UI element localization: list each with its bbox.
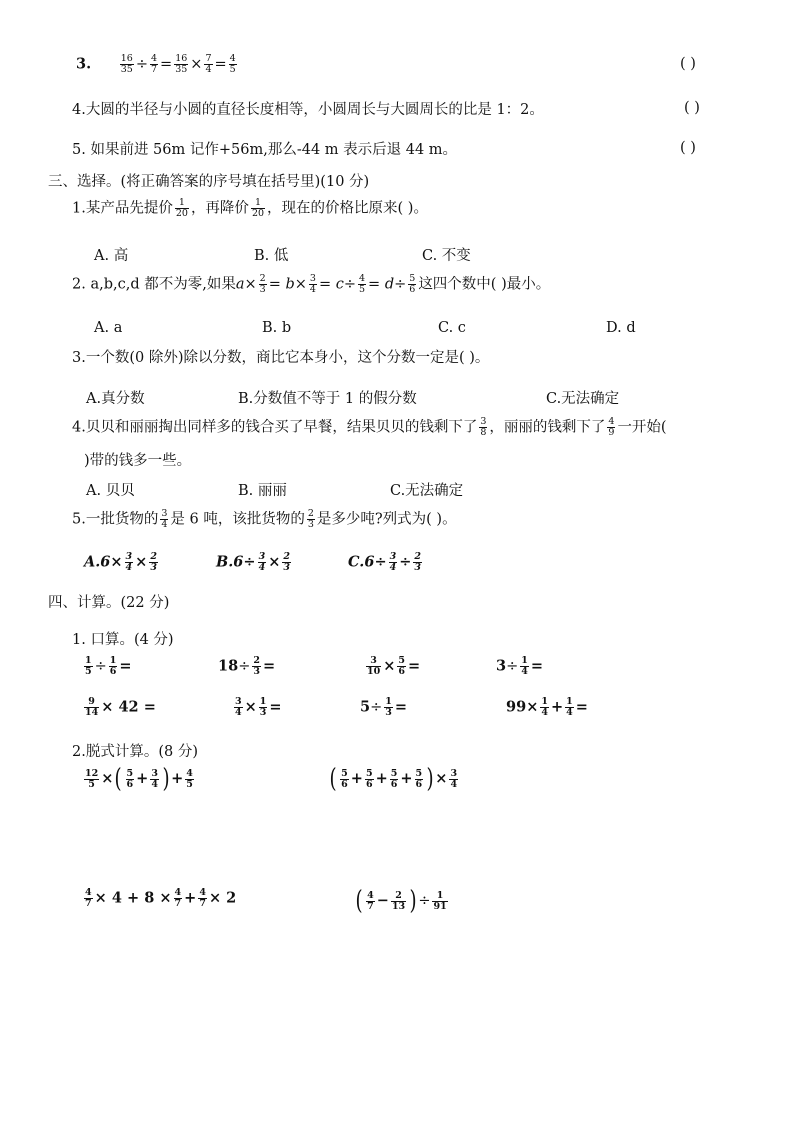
fraction: $\frac{4}{7}$ bbox=[151, 53, 158, 75]
fraction: $\frac{1}{4}$ bbox=[521, 655, 528, 677]
fraction: $\frac{4}{7}$ bbox=[85, 887, 92, 909]
tf-q5-answer-paren[interactable]: ( ) bbox=[680, 140, 696, 156]
fraction: $\frac{2}{3}$ bbox=[150, 551, 157, 573]
s3-q2: 2. a,b,c,d 都不为零,如果a× $\frac{2}{3}$ = b× $\frac{3}{4}$ = c÷ $\frac{4}{5}$ = d÷ $\frac{5}{6}$ 这四个数中( )最小。 bbox=[72, 273, 551, 295]
oral-item-1: $\frac{1}{5}$ ÷ $\frac{1}{6}$ = bbox=[85, 655, 132, 677]
fraction: $\frac{1}{3}$ bbox=[259, 696, 267, 718]
fraction: $\frac{1}{20}$ bbox=[175, 197, 188, 219]
fraction: $\frac{4}{5}$ bbox=[359, 273, 366, 295]
fraction: $\frac{4}{7}$ bbox=[199, 887, 206, 909]
s3-q3-option-c[interactable]: C.无法确定 bbox=[546, 391, 620, 407]
fraction: $\frac{1}{5}$ bbox=[85, 655, 92, 677]
fraction: $\frac{3}{4}$ bbox=[161, 508, 168, 530]
oral-item-4: 3÷ $\frac{1}{4}$ = bbox=[496, 655, 544, 677]
s3-q3: 3.一个数(0 除外)除以分数，商比它本身小，这个分数一定是( )。 bbox=[72, 350, 490, 366]
s3-q1: 1.某产品先提价 $\frac{1}{20}$ ，再降价 $\frac{1}{20}$ ，现在的价格比原来( )。 bbox=[72, 197, 428, 219]
s3-q4-option-c[interactable]: C.无法确定 bbox=[390, 483, 464, 499]
fraction: $\frac{3}{4}$ bbox=[450, 767, 458, 790]
s3-q4-option-a[interactable]: A. 贝贝 bbox=[86, 483, 135, 499]
fraction: $\frac{5}{6}$ bbox=[341, 767, 348, 790]
oral-item-8: 99× $\frac{1}{4}$ + $\frac{1}{4}$ = bbox=[506, 696, 588, 718]
detached-calc-title: 2.脱式计算。(8 分) bbox=[72, 744, 198, 760]
detached-expr-2: ( $\frac{5}{6}$ + $\frac{5}{6}$ + $\frac{5}{6}$ + $\frac{5}{6}$ ) × $\frac{3}{4}$ bbox=[329, 764, 458, 794]
tf-q3-number: 3. bbox=[76, 55, 92, 73]
oral-item-7: 5÷ $\frac{1}{3}$ = bbox=[360, 696, 408, 718]
oral-calc-title: 1. 口算。(4 分) bbox=[72, 632, 174, 648]
s3-q1-option-a[interactable]: A. 高 bbox=[94, 248, 129, 264]
fraction: $\frac{4}{7}$ bbox=[174, 887, 182, 909]
fraction: $\frac{2}{3}$ bbox=[307, 508, 314, 530]
fraction: $\frac{2}{3}$ bbox=[283, 551, 290, 573]
fraction: $\frac{5}{6}$ bbox=[126, 767, 134, 790]
s3-q5-option-a[interactable]: A.6× $\frac{3}{4}$ × $\frac{2}{3}$ bbox=[84, 551, 157, 573]
fraction: $\frac{12}{5}$ bbox=[85, 767, 99, 790]
fraction: $\frac{3}{4}$ bbox=[151, 767, 158, 790]
fraction: $\frac{1}{3}$ bbox=[385, 696, 392, 718]
fraction: $\frac{5}{6}$ bbox=[365, 767, 373, 790]
fraction: $\frac{4}{9}$ bbox=[608, 416, 615, 438]
fraction: $\frac{1}{20}$ bbox=[251, 197, 265, 219]
fraction: $\frac{2}{3}$ bbox=[259, 273, 266, 295]
s3-q2-option-d[interactable]: D. d bbox=[606, 320, 636, 336]
detached-expr-4: ( $\frac{4}{7}$ − $\frac{2}{13}$ ) ÷ $\frac{1}{91}$ bbox=[355, 886, 447, 916]
detached-expr-1: $\frac{12}{5}$ ×( $\frac{5}{6}$ + $\frac{3}{4}$ ) + $\frac{4}{5}$ bbox=[85, 764, 193, 794]
tf-q5: 5. 如果前进 56m 记作+56m,那么-44 m 表示后退 44 m。 bbox=[72, 142, 458, 158]
fraction: $\frac{3}{4}$ bbox=[235, 696, 242, 718]
fraction: $\frac{3}{8}$ bbox=[480, 416, 487, 438]
s3-q2-option-c[interactable]: C. c bbox=[438, 320, 466, 336]
tf-q3: 3. $\frac{16}{35}$ ÷ $\frac{4}{7}$ = $\frac{16}{35}$ × $\frac{7}{4}$ = $\frac{4}{5}$ bbox=[76, 53, 236, 75]
fraction: $\frac{1}{4}$ bbox=[566, 696, 573, 718]
tf-q4: 4.大圆的半径与小圆的直径长度相等，小圆周长与大圆周长的比是 1：2。 bbox=[72, 102, 544, 118]
fraction: $\frac{9}{14}$ bbox=[85, 696, 99, 718]
section3-title: 三、选择。(将正确答案的序号填在括号里)(10 分) bbox=[48, 174, 370, 190]
fraction: $\frac{4}{5}$ bbox=[229, 53, 236, 75]
section4-title: 四、计算。(22 分) bbox=[48, 595, 170, 611]
fraction: $\frac{2}{3}$ bbox=[253, 655, 260, 677]
fraction: $\frac{4}{7}$ bbox=[367, 889, 374, 912]
fraction: $\frac{2}{3}$ bbox=[414, 551, 421, 573]
fraction: $\frac{5}{6}$ bbox=[398, 655, 406, 677]
fraction: $\frac{3}{4}$ bbox=[389, 551, 397, 573]
oral-item-2: 18÷ $\frac{2}{3}$ = bbox=[218, 655, 276, 677]
s3-q5-option-b[interactable]: B.6÷ $\frac{3}{4}$ × $\frac{2}{3}$ bbox=[216, 551, 290, 573]
fraction: $\frac{2}{13}$ bbox=[391, 889, 406, 912]
s3-q4-line2: )带的钱多一些。 bbox=[84, 453, 192, 469]
fraction: $\frac{16}{35}$ bbox=[175, 53, 188, 75]
detached-expr-3: $\frac{4}{7}$ × 4 + 8 × $\frac{4}{7}$ + $\frac{4}{7}$ × 2 bbox=[85, 887, 237, 909]
s3-q4-option-b[interactable]: B. 丽丽 bbox=[238, 483, 287, 499]
s3-q2-option-a[interactable]: A. a bbox=[94, 320, 123, 336]
oral-item-5: $\frac{9}{14}$ × 42 = bbox=[85, 696, 156, 718]
tf-q4-answer-paren[interactable]: ( ) bbox=[684, 100, 700, 116]
s3-q4: 4.贝贝和丽丽掏出同样多的钱合买了早餐，结果贝贝的钱剩下了 $\frac{3}{8}$ ，丽丽的钱剩下了 $\frac{4}{9}$ 一开始( bbox=[72, 416, 667, 438]
tf-q3-answer-paren[interactable]: ( ) bbox=[680, 56, 696, 72]
oral-item-3: $\frac{3}{10}$ × $\frac{5}{6}$ = bbox=[367, 655, 421, 677]
s3-q2-option-b[interactable]: B. b bbox=[262, 320, 292, 336]
fraction: $\frac{5}{6}$ bbox=[415, 767, 423, 790]
s3-q3-option-a[interactable]: A.真分数 bbox=[86, 391, 145, 407]
fraction: $\frac{1}{91}$ bbox=[433, 889, 447, 912]
fraction: $\frac{1}{6}$ bbox=[109, 655, 117, 677]
s3-q5: 5.一批货物的 $\frac{3}{4}$ 是 6 吨，该批货物的 $\frac{2}{3}$ 是多少吨?列式为( )。 bbox=[72, 508, 457, 530]
fraction: $\frac{3}{4}$ bbox=[309, 273, 316, 295]
s3-q3-option-b[interactable]: B.分数值不等于 1 的假分数 bbox=[238, 391, 417, 407]
fraction: $\frac{5}{6}$ bbox=[390, 767, 398, 790]
fraction: $\frac{5}{6}$ bbox=[409, 273, 416, 295]
s3-q5-option-c[interactable]: C.6÷ $\frac{3}{4}$ ÷ $\frac{2}{3}$ bbox=[348, 551, 421, 573]
fraction: $\frac{1}{4}$ bbox=[541, 696, 548, 718]
fraction: $\frac{3}{4}$ bbox=[125, 551, 133, 573]
fraction: $\frac{7}{4}$ bbox=[205, 53, 212, 75]
fraction: $\frac{16}{35}$ bbox=[120, 53, 133, 75]
s3-q1-option-b[interactable]: B. 低 bbox=[254, 248, 289, 264]
fraction: $\frac{3}{10}$ bbox=[367, 655, 381, 677]
fraction: $\frac{3}{4}$ bbox=[258, 551, 266, 573]
fraction: $\frac{4}{5}$ bbox=[186, 767, 193, 790]
s3-q1-option-c[interactable]: C. 不变 bbox=[422, 248, 471, 264]
oral-item-6: $\frac{3}{4}$ × $\frac{1}{3}$ = bbox=[235, 696, 282, 718]
